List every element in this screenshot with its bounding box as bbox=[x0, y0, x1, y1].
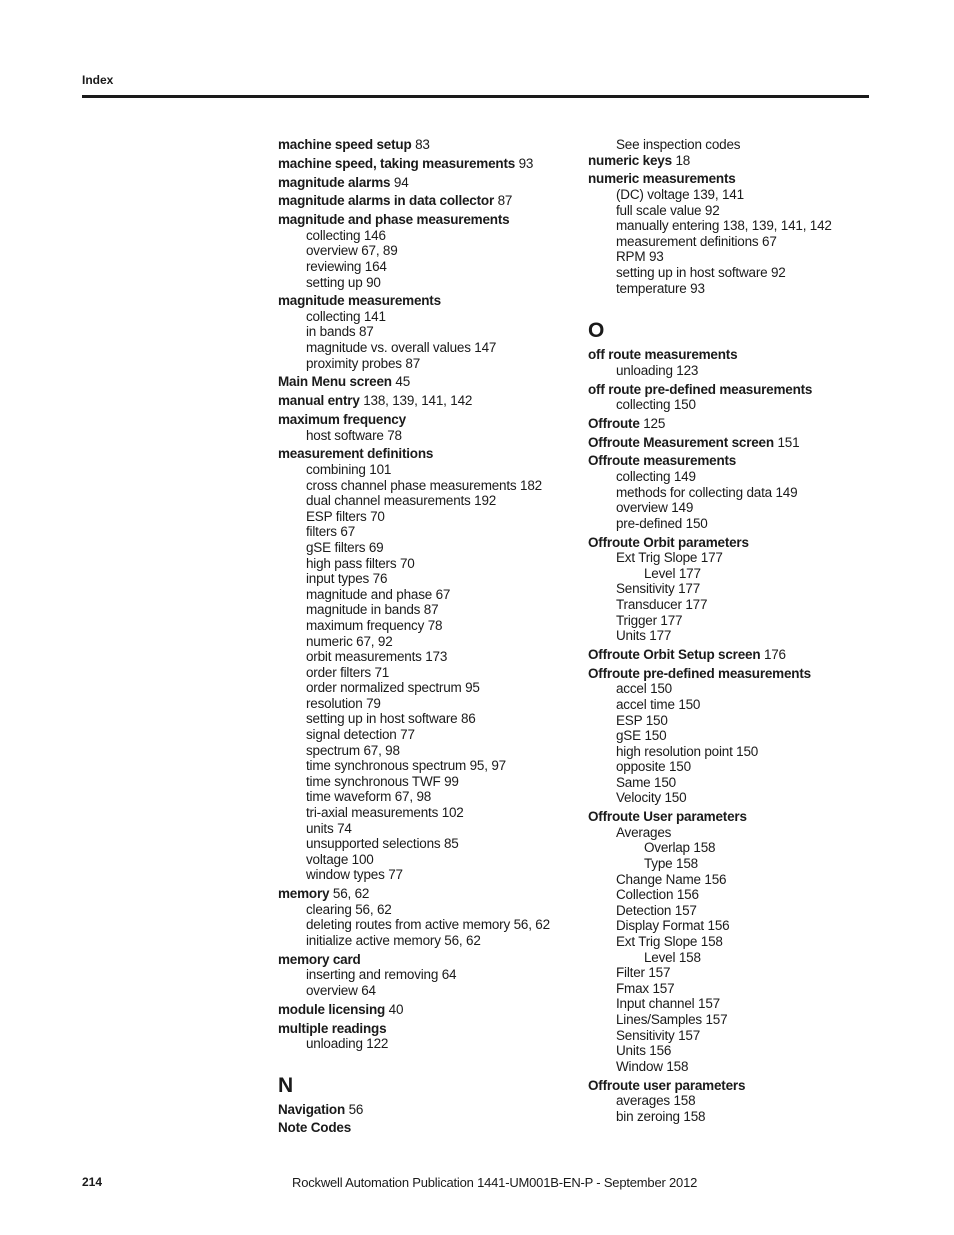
sub-entry: manually entering 138, 139, 141, 142 bbox=[616, 218, 832, 234]
sub-entry: orbit measurements 173 bbox=[306, 649, 448, 665]
sub-entry: window types 77 bbox=[306, 867, 403, 883]
sub-entry: full scale value 92 bbox=[616, 202, 720, 218]
index-entry: numeric keys 18 bbox=[588, 152, 691, 168]
subsub-entry: Type 158 bbox=[644, 856, 698, 872]
sub-entry: filters 67 bbox=[306, 524, 356, 540]
entries-group-n bbox=[278, 1102, 578, 1136]
subsub-entry: Overlap 158 bbox=[644, 840, 716, 856]
subsub-entry: Level 158 bbox=[644, 949, 701, 965]
sub-entry: units 74 bbox=[306, 820, 352, 836]
sub-entry: Window 158 bbox=[616, 1058, 689, 1074]
index-entry bbox=[278, 1102, 578, 1118]
index-entry bbox=[278, 156, 578, 172]
index-entry: memory 56, 62 bbox=[278, 886, 370, 902]
sub-entry: unloading 123 bbox=[616, 362, 699, 378]
index-term: machine speed, taking measurements bbox=[278, 155, 516, 171]
index-pages: 83 bbox=[415, 137, 430, 152]
sub-entry: Display Format 156 bbox=[616, 918, 730, 934]
entries-group-2 bbox=[278, 374, 578, 427]
sub-list bbox=[588, 581, 888, 643]
index-entry: Offroute measurements bbox=[588, 453, 737, 469]
letter-heading: N bbox=[278, 1073, 294, 1097]
sub-entry: overview 64 bbox=[306, 982, 376, 998]
sub-entry: Filter 157 bbox=[616, 965, 671, 981]
index-pages: 45 bbox=[395, 374, 411, 390]
sub-list bbox=[278, 967, 578, 998]
sub-list bbox=[588, 1093, 888, 1124]
section-title: Index bbox=[82, 73, 114, 87]
index-entry bbox=[278, 1120, 578, 1136]
index-entry bbox=[278, 175, 578, 191]
sub-entry: collecting 150 bbox=[616, 397, 696, 413]
sub-entry: Same 150 bbox=[616, 774, 676, 790]
index-entry: Offroute Orbit Setup screen 176 bbox=[588, 646, 786, 662]
publication-footer: Rockwell Automation Publication 1441-UM001B-EN-P - September 2012 bbox=[292, 1175, 698, 1190]
sub-entry: tri-axial measurements 102 bbox=[306, 805, 464, 821]
sub-entry: Averages bbox=[616, 824, 672, 840]
sub-entry: Sensitivity 157 bbox=[616, 1027, 701, 1043]
sub-entry: maximum frequency 78 bbox=[306, 617, 443, 633]
sub-entry: time synchronous TWF 99 bbox=[306, 773, 459, 789]
sub-entry: pre-defined 150 bbox=[616, 515, 708, 531]
index-entry: Offroute Orbit parameters bbox=[588, 534, 749, 550]
sub-entry: time waveform 67, 98 bbox=[306, 789, 432, 805]
entries-group-1 bbox=[278, 137, 578, 228]
sub-entry: bin zeroing 158 bbox=[616, 1108, 706, 1124]
index-entry bbox=[278, 137, 578, 153]
sub-entry: Velocity 150 bbox=[616, 790, 687, 806]
index-term: manual entry bbox=[278, 393, 360, 409]
sub-list bbox=[278, 228, 578, 290]
sub-entry: Input channel 157 bbox=[616, 996, 720, 1012]
sub-entry: signal detection 77 bbox=[306, 727, 415, 743]
sub-list bbox=[278, 309, 578, 371]
index-pages: 94 bbox=[393, 174, 409, 190]
index-term: magnitude alarms in data collector bbox=[278, 193, 495, 209]
sub-entry: spectrum 67, 98 bbox=[306, 742, 400, 758]
sub-entry: initialize active memory 56, 62 bbox=[306, 932, 481, 948]
sub-entry: Units 156 bbox=[616, 1043, 672, 1059]
sub-entry: overview 67, 89 bbox=[306, 243, 398, 259]
index-column-right bbox=[588, 137, 888, 1124]
sub-entry: magnitude in bands 87 bbox=[306, 602, 439, 618]
index-entry: Offroute User parameters bbox=[588, 809, 747, 825]
sub-entry: clearing 56, 62 bbox=[306, 901, 392, 917]
sub-entry: Collection 156 bbox=[616, 887, 699, 903]
index-term: maximum frequency bbox=[278, 412, 406, 427]
sub-entry: unsupported selections 85 bbox=[306, 836, 459, 852]
sub-list bbox=[588, 872, 888, 950]
sub-entry: gSE filters 69 bbox=[306, 539, 384, 555]
sub-entry: magnitude and phase 67 bbox=[306, 586, 451, 602]
sub-entry: input types 76 bbox=[306, 571, 388, 587]
sub-entry: setting up in host software 92 bbox=[616, 264, 786, 280]
sub-entry: (DC) voltage 139, 141 bbox=[616, 186, 744, 202]
sub-list bbox=[588, 397, 888, 413]
sub-entry: high pass filters 70 bbox=[306, 555, 415, 571]
sub-entry: Trigger 177 bbox=[616, 612, 683, 628]
sub-list bbox=[588, 965, 888, 1074]
sub-entry: Ext Trig Slope 158 bbox=[616, 934, 723, 949]
sub-entry: voltage 100 bbox=[306, 851, 374, 867]
sub-entry: reviewing 164 bbox=[306, 258, 387, 274]
sub-entry: Detection 157 bbox=[616, 902, 697, 918]
sub-list bbox=[588, 363, 888, 379]
sub-list bbox=[278, 428, 578, 444]
index-entry bbox=[278, 393, 578, 409]
index-pages: 56 bbox=[348, 1101, 364, 1117]
sub-entry: collecting 141 bbox=[306, 308, 386, 324]
sub-entry: deleting routes from active memory 56, 62 bbox=[306, 917, 550, 933]
index-entry: module licensing 40 bbox=[278, 1001, 404, 1017]
sub-entry: RPM 93 bbox=[616, 249, 664, 265]
index-entry bbox=[278, 412, 578, 428]
index-entry: Offroute pre-defined measurements bbox=[588, 665, 811, 681]
sub-list bbox=[588, 681, 888, 806]
index-entry: numeric measurements bbox=[588, 171, 736, 187]
letter-heading: O bbox=[588, 319, 605, 343]
index-entry: Offroute 125 bbox=[588, 415, 666, 431]
sub-list bbox=[588, 469, 888, 531]
index-term: Navigation bbox=[278, 1101, 346, 1117]
index-entry bbox=[278, 374, 578, 390]
sub-entry: Ext Trig Slope 177 bbox=[616, 550, 723, 566]
sub-entry: Sensitivity 177 bbox=[616, 581, 701, 597]
sub-entry: measurement definitions 67 bbox=[616, 233, 777, 249]
sub-entry: high resolution point 150 bbox=[616, 743, 759, 759]
sub-entry: collecting 146 bbox=[306, 227, 386, 243]
sub-entry: opposite 150 bbox=[616, 759, 691, 775]
index-entry bbox=[278, 193, 578, 209]
index-entry: memory card bbox=[278, 951, 361, 967]
sub-entry: time synchronous spectrum 95, 97 bbox=[306, 758, 506, 774]
sub-list bbox=[278, 1036, 578, 1052]
sub-entry: temperature 93 bbox=[616, 280, 705, 296]
index-entry: multiple readings bbox=[278, 1020, 387, 1036]
sub-entry: See inspection codes bbox=[616, 137, 741, 152]
index-entry: off route measurements bbox=[588, 347, 738, 363]
sub-entry: averages 158 bbox=[616, 1093, 696, 1109]
sub-entry: Transducer 177 bbox=[616, 596, 708, 612]
sub-entry: accel 150 bbox=[616, 681, 672, 697]
index-entry: Offroute Measurement screen 151 bbox=[588, 434, 800, 450]
sub-entry: ESP filters 70 bbox=[306, 508, 385, 524]
index-entry: magnitude measurements bbox=[278, 293, 441, 309]
sub-entry: methods for collecting data 149 bbox=[616, 484, 798, 500]
index-term: machine speed setup bbox=[278, 137, 412, 152]
sub-entry: host software 78 bbox=[306, 427, 402, 443]
sub-entry: Lines/Samples 157 bbox=[616, 1011, 728, 1027]
sub-entry: magnitude vs. overall values 147 bbox=[306, 340, 497, 356]
sub-entry: dual channel measurements 192 bbox=[306, 493, 497, 509]
index-entry bbox=[278, 212, 578, 228]
sub-entry: combining 101 bbox=[306, 461, 392, 477]
index-pages: 87 bbox=[497, 193, 513, 209]
sub-entry: inserting and removing 64 bbox=[306, 967, 457, 983]
sub-entry: collecting 149 bbox=[616, 469, 696, 485]
index-column-left bbox=[278, 137, 578, 1136]
index-pages: 138, 139, 141, 142 bbox=[363, 393, 473, 409]
sub-entry: proximity probes 87 bbox=[306, 355, 421, 371]
index-term: magnitude and phase measurements bbox=[278, 212, 510, 228]
sub-entry: order filters 71 bbox=[306, 664, 390, 680]
sub-entry: setting up in host software 86 bbox=[306, 711, 476, 727]
sub-entry: cross channel phase measurements 182 bbox=[306, 477, 542, 493]
sub-entry: unloading 122 bbox=[306, 1036, 389, 1052]
index-pages: 93 bbox=[518, 155, 534, 171]
sub-entry: accel time 150 bbox=[616, 696, 701, 712]
sub-entry: numeric 67, 92 bbox=[306, 633, 393, 649]
subsub-entry: Level 177 bbox=[644, 565, 701, 581]
sub-entry: Fmax 157 bbox=[616, 980, 675, 996]
sub-entry: in bands 87 bbox=[306, 324, 374, 340]
page-number: 214 bbox=[82, 1175, 103, 1189]
sub-entry: resolution 79 bbox=[306, 695, 381, 711]
subsub-list bbox=[588, 840, 888, 871]
index-term: Main Menu screen bbox=[278, 374, 392, 390]
sub-entry: overview 149 bbox=[616, 500, 694, 516]
sub-entry: ESP 150 bbox=[616, 712, 668, 728]
sub-list bbox=[588, 187, 888, 296]
index-entry: measurement definitions bbox=[278, 446, 434, 462]
sub-entry: order normalized spectrum 95 bbox=[306, 680, 480, 696]
index-entry: off route pre-defined measurements bbox=[588, 381, 813, 397]
index-term: Note Codes bbox=[278, 1120, 352, 1136]
header-rule bbox=[82, 95, 869, 98]
index-term: magnitude alarms bbox=[278, 174, 391, 190]
index-entry: Offroute user parameters bbox=[588, 1077, 746, 1093]
sub-entry: setting up 90 bbox=[306, 274, 381, 290]
sub-entry: Change Name 156 bbox=[616, 871, 727, 887]
sub-entry: Units 177 bbox=[616, 628, 672, 644]
sub-entry: gSE 150 bbox=[616, 728, 667, 744]
sub-list bbox=[278, 902, 578, 949]
sub-list bbox=[278, 462, 578, 883]
